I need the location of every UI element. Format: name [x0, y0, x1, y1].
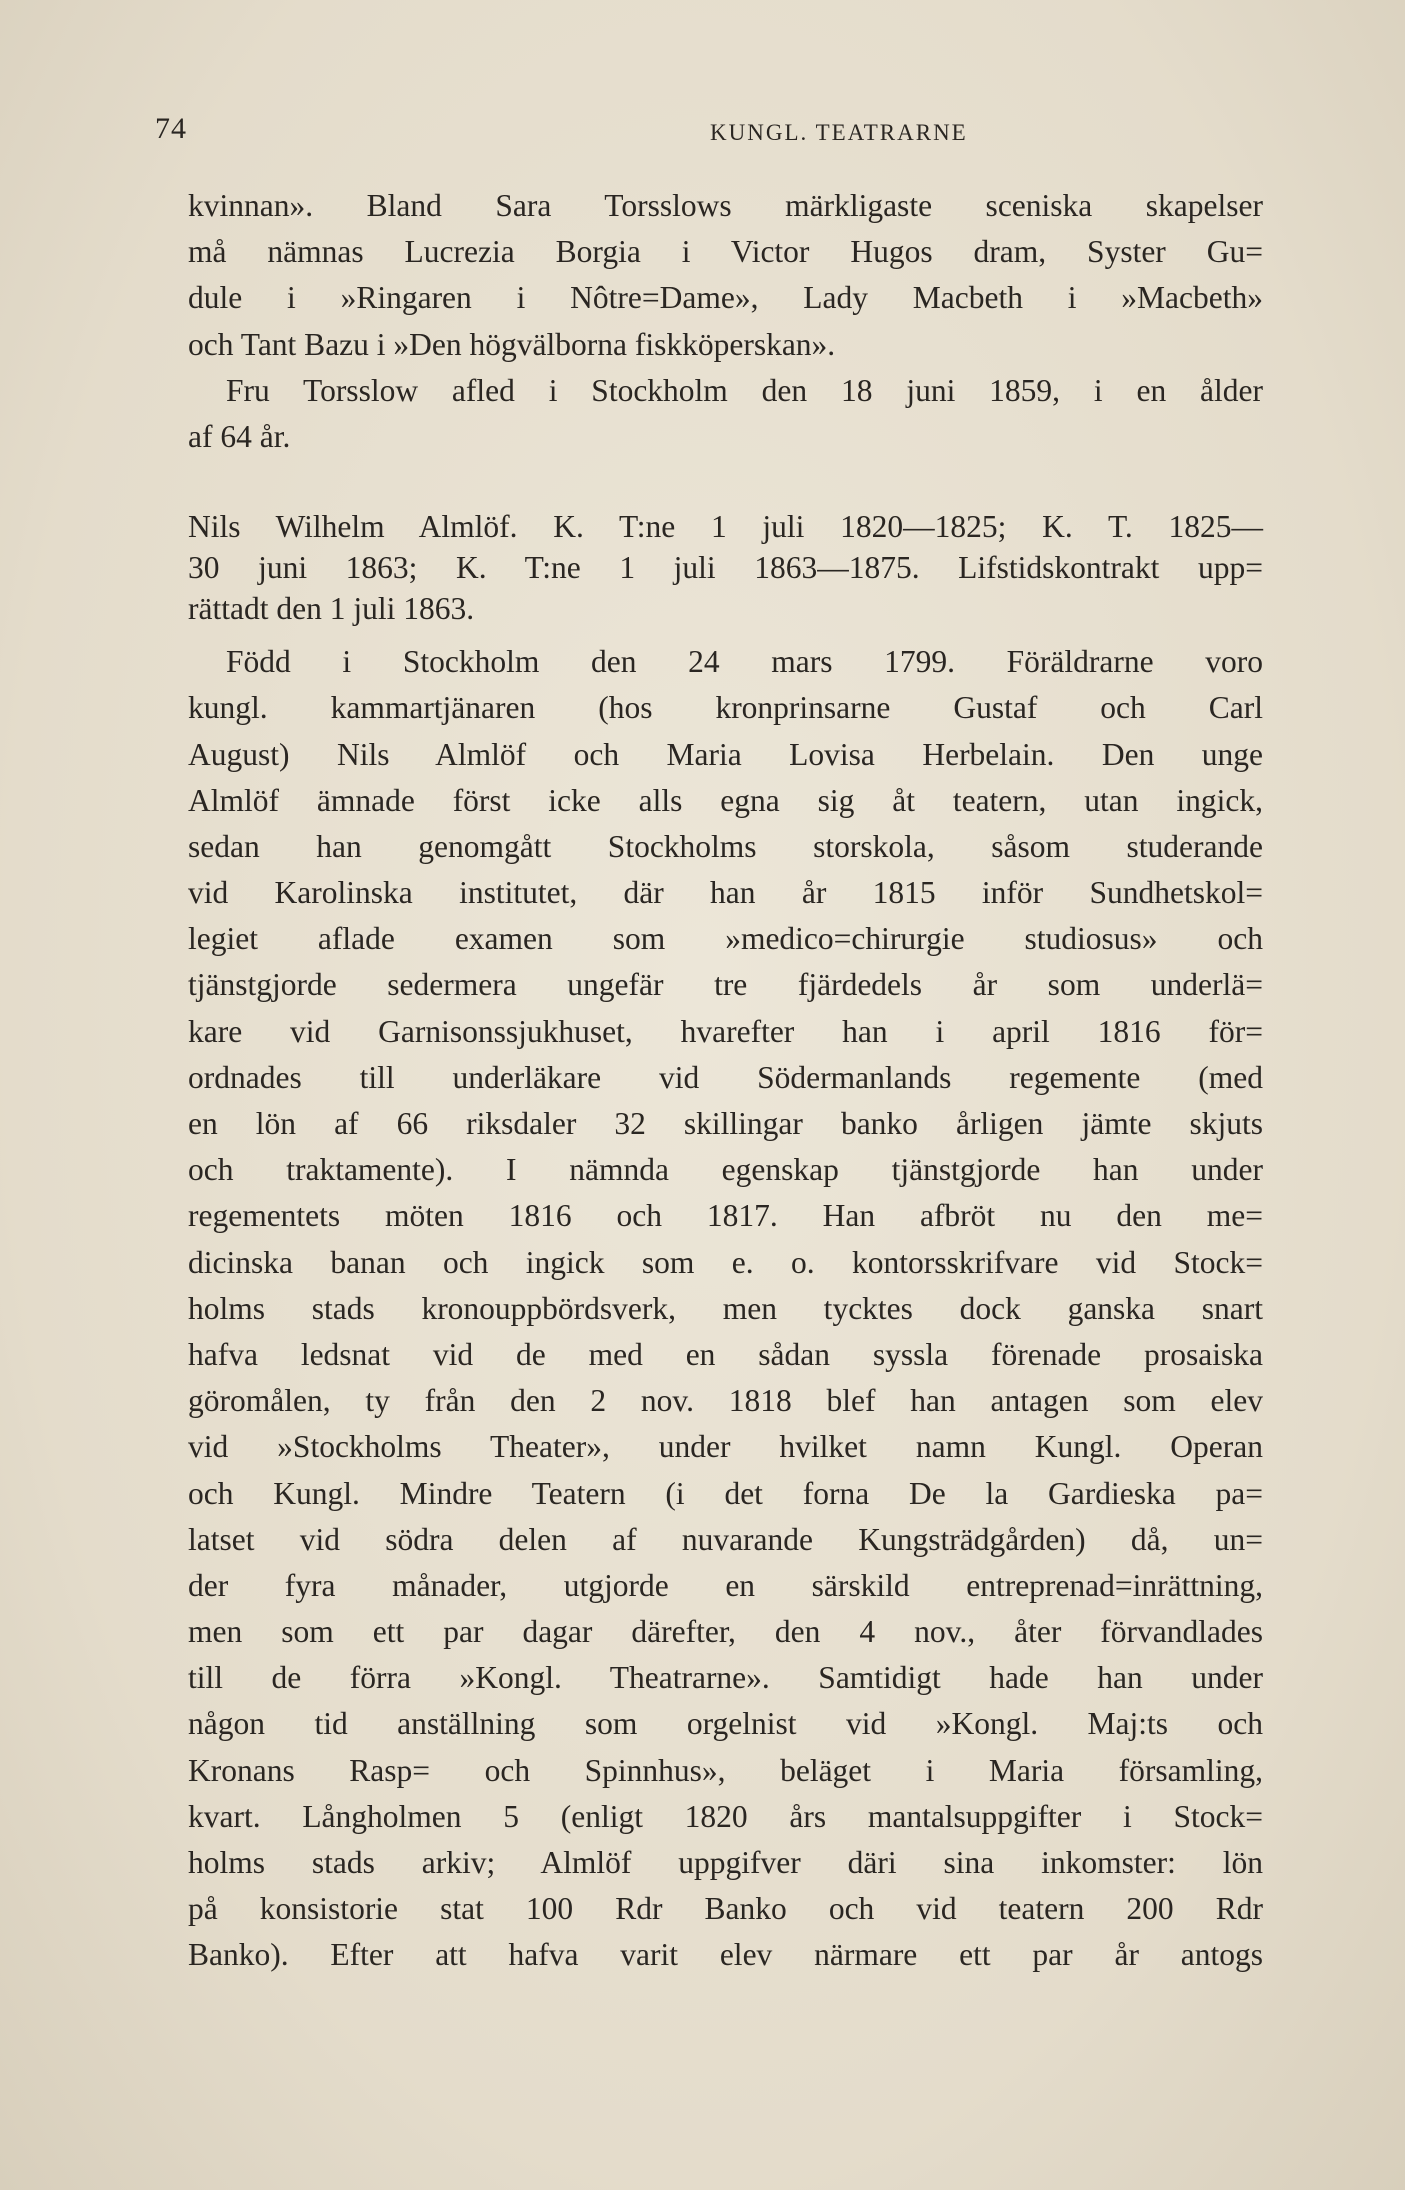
text-line: Kronans Rasp= och Spinnhus», beläget i Maria församling, — [188, 1752, 1263, 1788]
text-line: sedan han genomgått Stockholms storskola, såsom studerande — [188, 828, 1263, 864]
text-line: Almlöf ämnade först icke alls egna sig åt teatern, utan ingick, — [188, 782, 1263, 818]
page-body — [188, 183, 1263, 1979]
text-line: en lön af 66 riksdaler 32 skillingar banko årligen jämte skjuts — [188, 1106, 1263, 1141]
almlof-entry-heading — [188, 506, 1263, 629]
text-line: tjänstgjorde sedermera ungefär tre fjärdedels år som underlä= — [188, 967, 1263, 1003]
text-line: holms stads kronouppbördsverk, men tycktes dock ganska snart — [188, 1290, 1263, 1326]
running-head: KUNGL. TEATRARNE — [710, 120, 968, 145]
text-line: göromålen, ty från den 2 nov. 1818 blef han antagen som elev — [188, 1383, 1263, 1419]
text-line: och Tant Bazu i »Den högvälborna fiskköperskan». — [188, 326, 836, 362]
entry-heading-line: Nils Wilhelm Almlöf. K. T:ne 1 juli 1820—1825; K. T. 1825— — [188, 509, 1263, 545]
text-line: till de förra »Kongl. Theatrarne». Samtidigt hade han under — [188, 1660, 1263, 1696]
text-line: och traktamente). I nämnda egenskap tjänstgjorde han under — [188, 1152, 1263, 1188]
text-line: Född i Stockholm den 24 mars 1799. Föräldrarne voro — [226, 644, 1263, 680]
page-number: 74 — [155, 112, 187, 145]
text-line: legiet aflade examen som »medico=chirurgie studiosus» och — [188, 921, 1263, 957]
text-line: kvinnan». Bland Sara Torsslows märkligaste sceniska skapelser — [188, 188, 1263, 223]
text-line: vid »Stockholms Theater», under hvilket namn Kungl. Operan — [188, 1429, 1263, 1465]
section-gap — [188, 460, 1263, 506]
text-line: kungl. kammartjänaren (hos kronprinsarne Gustaf och Carl — [188, 690, 1263, 726]
text-line: der fyra månader, utgjorde en särskild entreprenad=inrättning, — [188, 1567, 1263, 1603]
entry-heading-line: 30 juni 1863; K. T:ne 1 juli 1863—1875. Lifstidskontrakt upp= — [188, 550, 1263, 586]
text-line: holms stads arkiv; Almlöf uppgifver däri sina inkomster: lön — [188, 1845, 1263, 1880]
text-line: må nämnas Lucrezia Borgia i Victor Hugos dram, Syster Gu= — [188, 234, 1263, 270]
text-line: på konsistorie stat 100 Rdr Banko och vid teatern 200 Rdr — [188, 1891, 1263, 1927]
text-line: och Kungl. Mindre Teatern (i det forna De la Gardieska pa= — [188, 1475, 1263, 1511]
text-line: ordnades till underläkare vid Södermanlands regemente (med — [188, 1059, 1263, 1095]
text-line: Banko). Efter att hafva varit elev närmare ett par år antogs — [188, 1937, 1263, 1973]
text-line: kare vid Garnisonssjukhuset, hvarefter han i april 1816 för= — [188, 1013, 1263, 1049]
text-line: August) Nils Almlöf och Maria Lovisa Herbelain. Den unge — [188, 736, 1263, 772]
text-line: kvart. Långholmen 5 (enligt 1820 års mantalsuppgifter i Stock= — [188, 1798, 1263, 1834]
text-line: dicinska banan och ingick som e. o. kontorsskrifvare vid Stock= — [188, 1244, 1263, 1280]
text-line: regementets möten 1816 och 1817. Han afbröt nu den me= — [188, 1198, 1263, 1234]
text-line: vid Karolinska institutet, där han år 1815 inför Sundhetskol= — [188, 875, 1263, 911]
entry-heading-line: rättadt den 1 juli 1863. — [188, 591, 475, 627]
text-line: någon tid anställning som orgelnist vid »Kongl. Maj:ts och — [188, 1706, 1263, 1742]
text-line: Fru Torsslow afled i Stockholm den 18 juni 1859, i en ålder — [226, 372, 1263, 408]
text-line: hafva ledsnat vid de med en sådan syssla förenade prosaiska — [188, 1336, 1263, 1372]
page-header — [150, 112, 1250, 152]
text-line: men som ett par dagar därefter, den 4 nov., åter förvandlades — [188, 1614, 1263, 1650]
text-line: dule i »Ringaren i Nôtre=Dame», Lady Macbeth i »Macbeth» — [188, 280, 1263, 316]
text-line: af 64 år. — [188, 418, 291, 454]
torsslow-paragraph — [188, 183, 1263, 460]
text-line: latset vid södra delen af nuvarande Kungsträdgården) då, un= — [188, 1521, 1263, 1557]
almlof-biography — [188, 639, 1263, 1978]
